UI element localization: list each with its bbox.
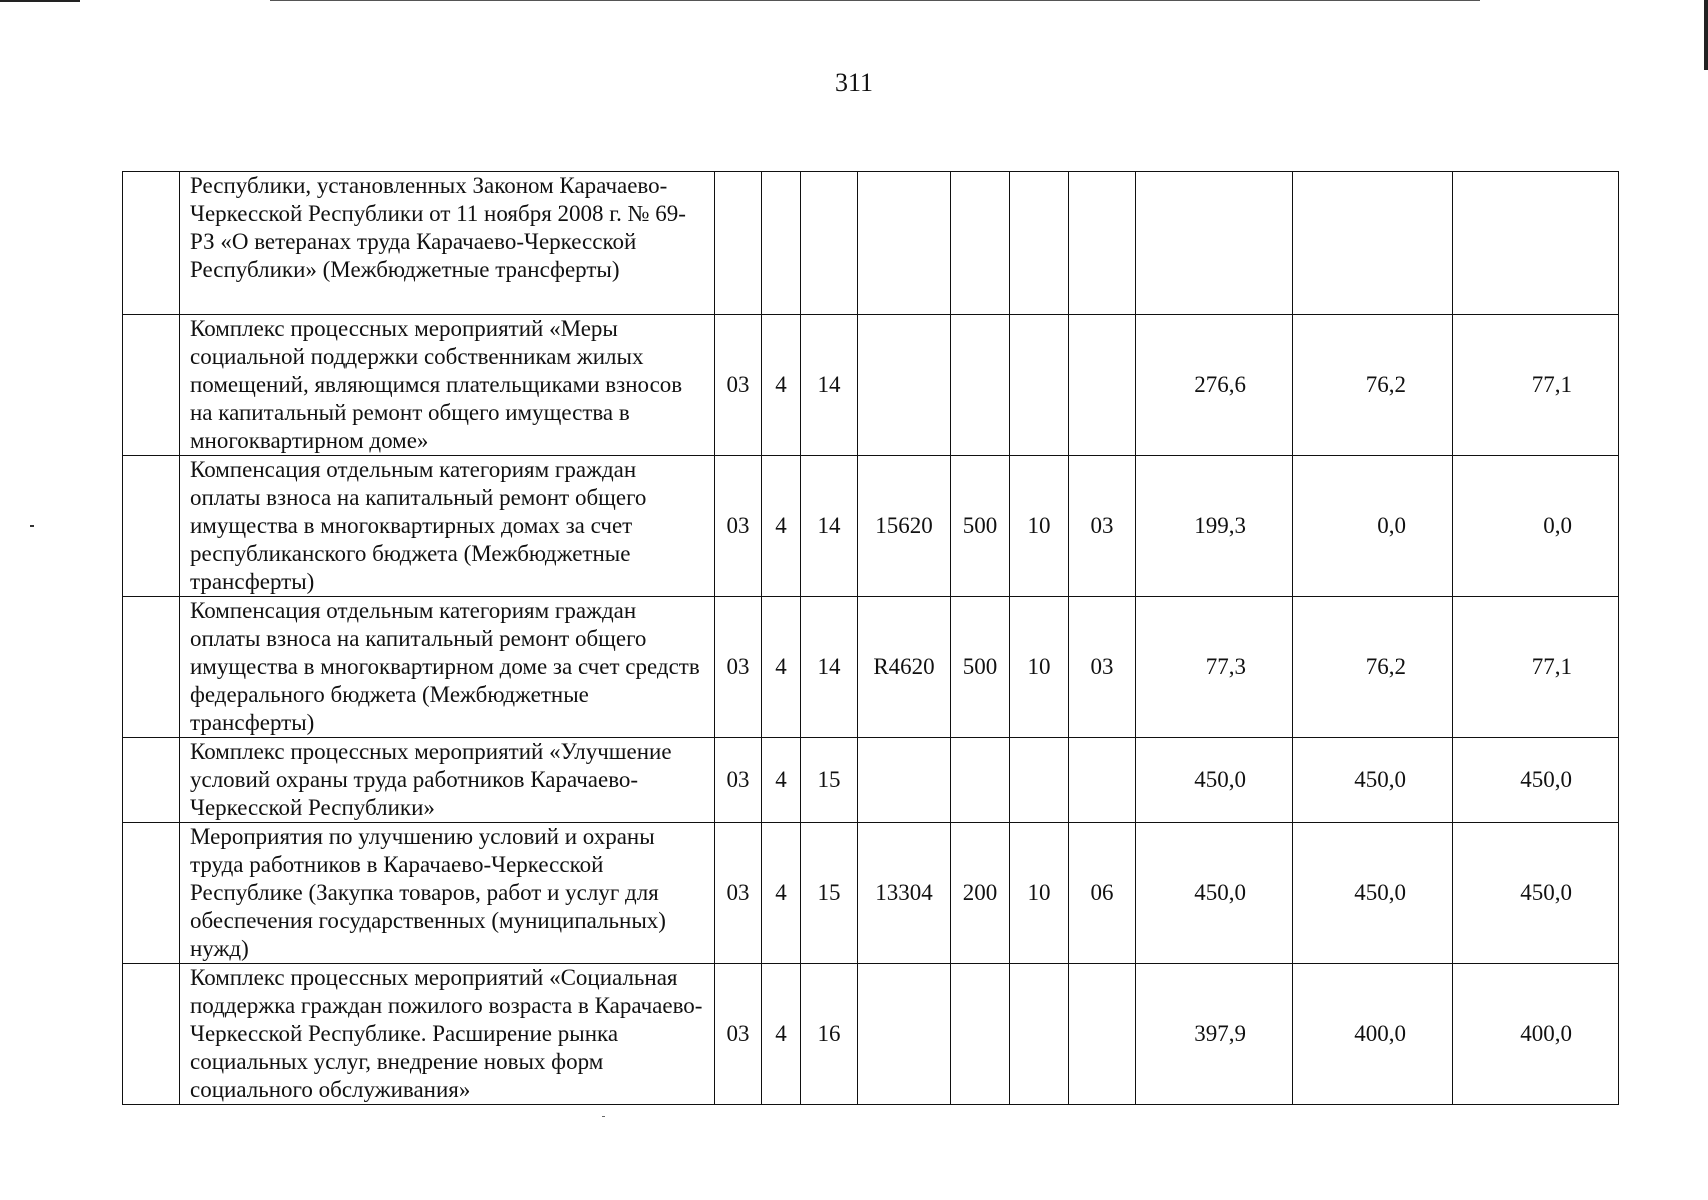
code-cell: 15 [801, 823, 858, 964]
value-cell: 450,0 [1453, 823, 1619, 964]
code-cell [951, 172, 1010, 315]
value-cell [1453, 172, 1619, 315]
scan-artifact-line [0, 0, 80, 2]
code-cell: 500 [951, 456, 1010, 597]
table-row [123, 456, 1619, 597]
code-cell: 4 [762, 456, 801, 597]
code-cell: 03 [1069, 597, 1136, 738]
row-index-cell [123, 964, 180, 1105]
table-row [123, 964, 1619, 1105]
code-cell: 10 [1010, 823, 1069, 964]
row-index-cell [123, 315, 180, 456]
code-cell [1010, 172, 1069, 315]
value-cell: 77,1 [1453, 597, 1619, 738]
value-cell: 450,0 [1453, 738, 1619, 823]
table-row [123, 738, 1619, 823]
code-cell [1010, 315, 1069, 456]
code-cell: 200 [951, 823, 1010, 964]
scan-artifact-edge [1704, 0, 1708, 70]
value-cell: 400,0 [1453, 964, 1619, 1105]
code-cell: 16 [801, 964, 858, 1105]
code-cell [715, 172, 762, 315]
table-row [123, 172, 1619, 315]
value-cell: 77,1 [1453, 315, 1619, 456]
row-name: Мероприятия по улучшению условий и охраны труда работников в Карачаево-Черкесской Республике (Закупка товаров, работ и услуг для обеспечения государственных (муниципальных) нужд) [180, 823, 715, 964]
code-cell: 03 [715, 597, 762, 738]
row-name: Компенсация отдельным категориям граждан оплаты взноса на капитальный ремонт общего имущества в многоквартирных домах за счет республиканского бюджета (Межбюджетные трансферты) [180, 456, 715, 597]
code-cell: 13304 [858, 823, 951, 964]
value-cell: 450,0 [1136, 738, 1293, 823]
code-cell [801, 172, 858, 315]
value-cell [1136, 172, 1293, 315]
value-cell: 76,2 [1293, 597, 1453, 738]
code-cell: R4620 [858, 597, 951, 738]
code-cell [951, 738, 1010, 823]
code-cell: 4 [762, 964, 801, 1105]
code-cell: 10 [1010, 597, 1069, 738]
code-cell: 03 [715, 823, 762, 964]
value-cell: 76,2 [1293, 315, 1453, 456]
row-name: Комплекс процессных мероприятий «Социальная поддержка граждан пожилого возраста в Карачаево-Черкесской Республике. Расширение рынка социальных услуг, внедрение новых форм социального обслуживания» [180, 964, 715, 1105]
code-cell [858, 315, 951, 456]
code-cell: 03 [715, 315, 762, 456]
code-cell [858, 964, 951, 1105]
code-cell [1069, 964, 1136, 1105]
code-cell [951, 315, 1010, 456]
code-cell: 4 [762, 315, 801, 456]
scan-artifact-dot [602, 1116, 605, 1117]
code-cell [1069, 315, 1136, 456]
value-cell: 397,9 [1136, 964, 1293, 1105]
page-number: 311 [834, 68, 874, 97]
value-cell [1293, 172, 1453, 315]
row-index-cell [123, 823, 180, 964]
scan-artifact-line [270, 0, 1480, 1]
code-cell: 03 [715, 456, 762, 597]
row-index-cell [123, 597, 180, 738]
table-row [123, 597, 1619, 738]
value-cell: 0,0 [1453, 456, 1619, 597]
code-cell [762, 172, 801, 315]
value-cell: 77,3 [1136, 597, 1293, 738]
code-cell [1069, 738, 1136, 823]
code-cell [1010, 738, 1069, 823]
value-cell: 450,0 [1136, 823, 1293, 964]
value-cell: 199,3 [1136, 456, 1293, 597]
code-cell [951, 964, 1010, 1105]
table-row [123, 823, 1619, 964]
value-cell: 450,0 [1293, 823, 1453, 964]
row-name: Комплекс процессных мероприятий «Улучшение условий охраны труда работников Карачаево-Черкесской Республики» [180, 738, 715, 823]
code-cell: 15620 [858, 456, 951, 597]
row-index-cell [123, 456, 180, 597]
code-cell: 14 [801, 597, 858, 738]
code-cell: 14 [801, 315, 858, 456]
code-cell: 03 [715, 738, 762, 823]
scan-artifact-dot [30, 525, 34, 527]
value-cell: 400,0 [1293, 964, 1453, 1105]
table-row [123, 315, 1619, 456]
code-cell: 4 [762, 738, 801, 823]
code-cell: 500 [951, 597, 1010, 738]
code-cell [1010, 964, 1069, 1105]
code-cell: 06 [1069, 823, 1136, 964]
code-cell: 14 [801, 456, 858, 597]
row-name: Республики, установленных Законом Карачаево-Черкесской Республики от 11 ноября 2008 г. № 69-РЗ «О ветеранах труда Карачаево-Черкесской Республики» (Межбюджетные трансферты) [180, 172, 715, 315]
row-name: Компенсация отдельным категориям граждан оплаты взноса на капитальный ремонт общего имущества в многоквартирном доме за счет средств федерального бюджета (Межбюджетные трансферты) [180, 597, 715, 738]
budget-table [122, 171, 1619, 1105]
code-cell: 10 [1010, 456, 1069, 597]
code-cell [1069, 172, 1136, 315]
row-index-cell [123, 738, 180, 823]
row-name: Комплекс процессных мероприятий «Меры социальной поддержки собственникам жилых помещений, являющимся плательщиками взносов на капитальный ремонт общего имущества в многоквартирном доме» [180, 315, 715, 456]
value-cell: 0,0 [1293, 456, 1453, 597]
row-index-cell [123, 172, 180, 315]
code-cell: 15 [801, 738, 858, 823]
code-cell: 03 [715, 964, 762, 1105]
code-cell: 03 [1069, 456, 1136, 597]
value-cell: 450,0 [1293, 738, 1453, 823]
code-cell: 4 [762, 823, 801, 964]
code-cell: 4 [762, 597, 801, 738]
code-cell [858, 172, 951, 315]
value-cell: 276,6 [1136, 315, 1293, 456]
code-cell [858, 738, 951, 823]
